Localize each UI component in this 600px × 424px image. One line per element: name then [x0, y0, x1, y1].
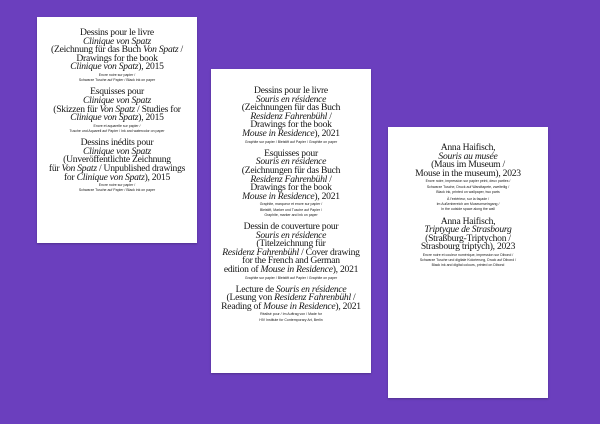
title-segment: ), 2021 — [332, 263, 359, 275]
title-segment: (Maus im Museum / — [431, 159, 505, 171]
title-segment: / — [327, 173, 332, 185]
artwork-entry — [211, 87, 371, 144]
location-note-line: In the outside space along the wall — [441, 207, 495, 212]
italic-title-segment: Von Spatz — [61, 162, 97, 174]
italic-title-segment: Souris en résidence — [276, 283, 347, 295]
title-segment: / — [327, 110, 332, 122]
title-segment: (Titelzeichnung für — [256, 238, 326, 250]
artwork-entry — [211, 220, 371, 280]
artwork-entry — [388, 215, 548, 268]
italic-title-segment: Clinique von Spatz — [70, 61, 139, 73]
title-segment: ), 2021 — [335, 300, 361, 312]
title-segment: Reading of — [221, 300, 264, 312]
exhibition-label-sheet-3 — [388, 127, 548, 398]
italic-title-segment: Clinique von Spatz — [83, 145, 151, 157]
italic-title-segment: Mouse in Residence — [263, 300, 336, 312]
title-line — [37, 171, 197, 183]
medium-note: HIV Institute for Contemporary Art, Berlin — [259, 317, 323, 322]
title-segment: Dessins inédits pour — [80, 137, 154, 149]
italic-title-segment: Souris en résidence — [255, 93, 327, 105]
title-line — [211, 190, 371, 202]
medium-note: Encre et aquarelle sur papier / — [93, 123, 141, 128]
title-segment: ), 2021 — [314, 190, 340, 202]
italic-title-segment: Souris en résidence — [255, 229, 327, 241]
title-segment: Drawings for the book — [76, 52, 158, 64]
title-segment: / Cover drawing — [298, 246, 360, 258]
title-segment: Anna Haifisch, — [440, 142, 496, 153]
artwork-entry — [211, 283, 371, 322]
artwork-entry — [37, 29, 197, 82]
title-segment: / Unpublished drawings — [96, 162, 186, 174]
medium-note: Black ink and digital colours, printed on Dibond — [431, 263, 505, 268]
title-segment: (Lesung von — [226, 292, 275, 304]
title-segment: (Unveröffentlichte Zeichnung — [63, 154, 171, 166]
medium-note: Bleistift, Marker und Tusche auf Papier / — [259, 207, 323, 212]
italic-title-segment: Residenz Fahrenbühl — [222, 246, 299, 258]
title-segment: for the French and German — [242, 255, 340, 267]
italic-title-segment: Clinique von Spatz — [70, 112, 139, 124]
medium-note: Encre noire, impression sur papier peint, deux parties / — [425, 179, 511, 184]
title-segment: Dessins pour le livre — [254, 85, 328, 96]
title-segment: Dessins pour le livre — [80, 27, 154, 38]
title-line — [37, 63, 197, 72]
medium-note: Graphite, marqueur et encre sur papier / — [259, 202, 323, 207]
medium-note: Black ink, printed on wallpaper, two parts — [436, 189, 500, 194]
title-segment: edition of — [223, 263, 261, 275]
exhibition-label-sheet-1 — [37, 17, 197, 243]
exhibition-label-sheet-2 — [211, 69, 371, 373]
title-segment: ), 2015 — [138, 112, 164, 124]
medium-note: Schwarze Tusche und digitale Kolorierung, Druck auf Dibond / — [419, 258, 517, 263]
medium-note: Réalisé pour / Im Auftrag von / Made for — [260, 312, 322, 317]
title-line — [388, 243, 548, 252]
title-segment: / — [178, 44, 183, 56]
italic-title-segment: Von Spatz — [143, 44, 179, 56]
medium-note: Graphite sur papier / Bleistift auf Papier / Graphite on paper — [244, 275, 338, 280]
title-segment: Esquisses pour — [264, 147, 318, 159]
title-line — [211, 127, 371, 139]
medium-note: Graphite sur papier / Bleistift auf Papier / Graphite on paper — [244, 139, 338, 144]
title-segment: / — [350, 292, 356, 304]
title-segment: (Zeichnungen für das Buch — [241, 102, 341, 114]
italic-title-segment: Souris au musée — [438, 150, 498, 162]
medium-note: Encre noire sur papier / — [98, 72, 136, 77]
sheet-content — [37, 29, 197, 199]
medium-note: Schwarze Tusche auf Papier / Black ink on paper — [78, 78, 156, 83]
italic-title-segment: Von Spatz — [99, 103, 135, 115]
location-note — [388, 197, 548, 212]
italic-title-segment: Clinique von Spatz — [83, 35, 151, 47]
title-segment: Dessin de couverture pour — [243, 220, 339, 232]
italic-title-segment: Residenz Fahrenbühl — [274, 292, 351, 304]
artwork-entry — [211, 147, 371, 217]
title-segment: Strasbourg triptych), 2023 — [420, 241, 516, 253]
italic-title-segment: Mouse in Residence — [242, 190, 315, 202]
italic-title-segment: Clinique von Spatz — [76, 171, 145, 183]
title-segment: for — [63, 171, 77, 183]
title-segment: Mouse in the museum), 2023 — [415, 167, 521, 179]
title-segment: Drawings for the book — [250, 119, 332, 131]
title-line — [211, 263, 371, 275]
title-segment: (Straßburg-Triptychon / — [425, 232, 511, 244]
title-segment: Drawings for the book — [250, 182, 332, 194]
medium-note: Tusche und Aquarell auf Papier / Ink and watercolor on paper — [69, 128, 165, 133]
title-segment: Anna Haifisch, — [440, 215, 496, 227]
medium-note: Graphite, marker and ink on paper — [264, 212, 318, 217]
location-note-line: À l'extérieur, sur la façade / — [446, 196, 490, 201]
medium-note: Schwarze Tusche auf Papier / Black ink on paper — [78, 188, 156, 193]
artwork-entry — [37, 88, 197, 133]
title-segment: / Studies for — [134, 103, 181, 115]
title-segment: für — [48, 162, 62, 174]
title-segment: (Zeichnung für das Buch — [51, 44, 144, 56]
italic-title-segment: Souris en résidence — [255, 156, 327, 168]
title-line — [37, 114, 197, 123]
italic-title-segment: Residenz Fahrenbühl — [250, 110, 328, 122]
italic-title-segment: Triptyque de Strasbourg — [424, 224, 512, 236]
artwork-entry — [37, 139, 197, 192]
italic-title-segment: Mouse in Residence — [260, 263, 333, 275]
medium-note: Encre noire et couleur numérique, impression sur Dibond / — [422, 252, 514, 257]
title-line — [211, 300, 371, 312]
title-line — [388, 167, 548, 179]
title-segment: ), 2015 — [138, 61, 164, 73]
title-segment: Lecture de — [235, 283, 276, 295]
medium-note: Encre noire sur papier / — [98, 183, 136, 188]
italic-title-segment: Residenz Fahrenbühl — [250, 173, 328, 185]
medium-note: Schwarze Tusche, Druck auf Wandtapete, zweiteilig / — [426, 184, 510, 189]
title-segment: ), 2021 — [314, 127, 340, 139]
italic-title-segment: Clinique von Spatz — [83, 94, 151, 106]
title-segment: Esquisses pour — [90, 86, 144, 98]
artwork-entry — [388, 144, 548, 212]
title-segment: ), 2015 — [144, 171, 170, 183]
title-segment: (Zeichnungen für das Buch — [241, 164, 341, 176]
italic-title-segment: Mouse in Residence — [242, 127, 315, 139]
sheet-content — [388, 144, 548, 274]
location-note-line: Im Außenbereich am Museumseingang / — [436, 202, 500, 207]
title-segment: (Skizzen für — [53, 103, 100, 115]
sheet-content — [211, 87, 371, 328]
